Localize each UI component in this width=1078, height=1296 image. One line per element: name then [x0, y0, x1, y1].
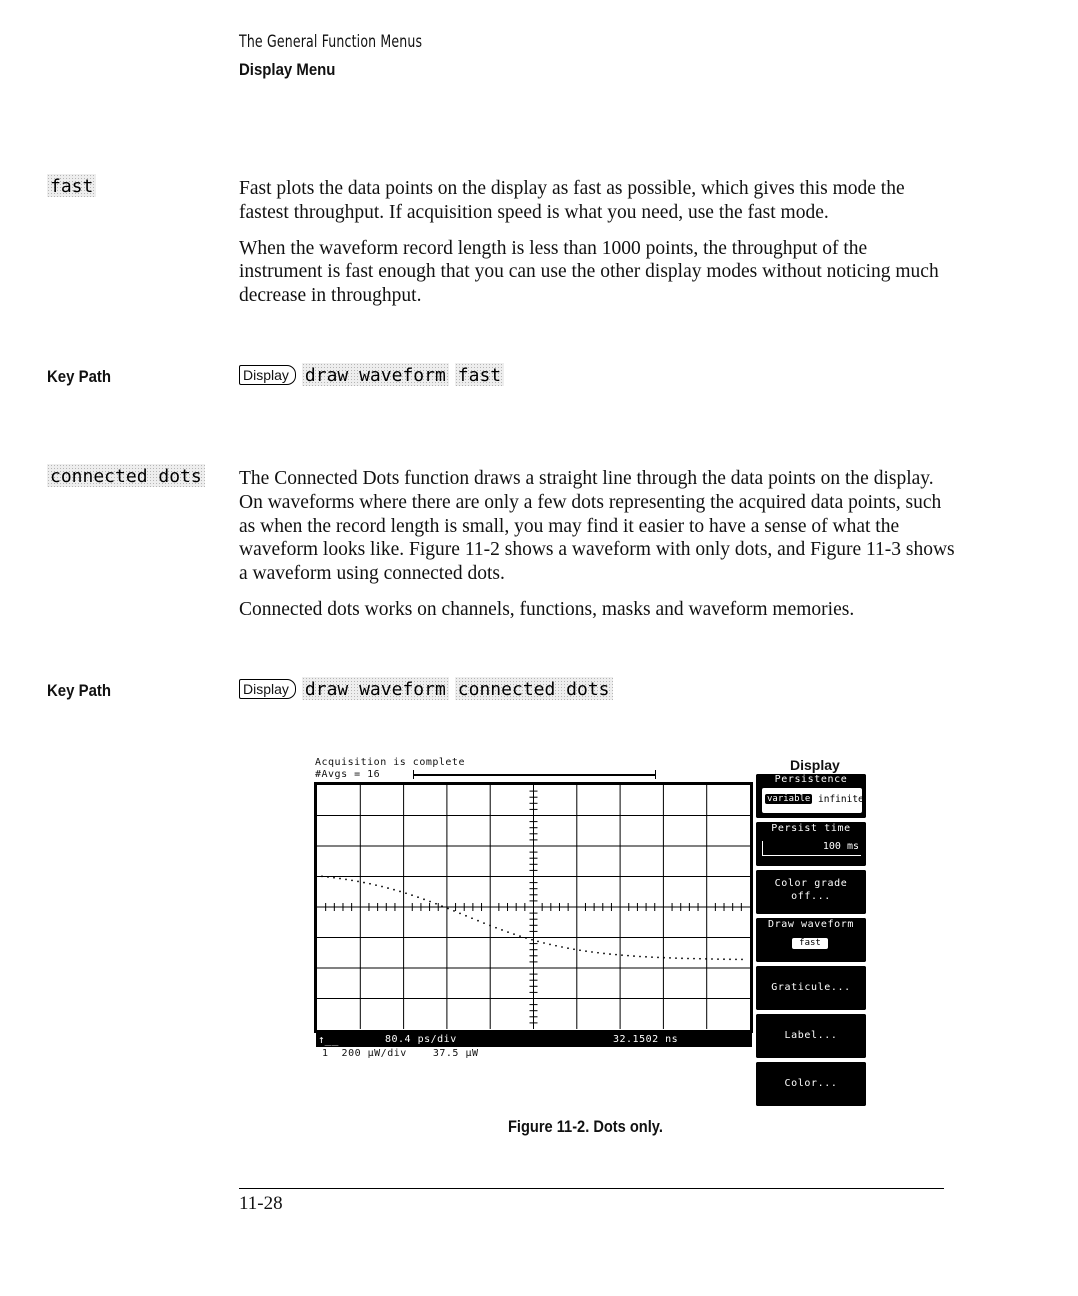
persist-time-label: Persist time — [771, 823, 851, 834]
persistence-label: Persistence — [774, 774, 848, 785]
waveform-dot — [645, 956, 647, 958]
waveform-dot — [399, 891, 401, 893]
waveform-dot — [411, 894, 413, 896]
waveform-dot — [345, 879, 347, 881]
connected-paragraph-1: The Connected Dots function draws a straight line through the data points on the display. On waveforms where there are only a few dots representing the acquired data points, such as when the record length is small, you may find it easier to have a sense of what the waveform looks like. Figure 11-2 shows a waveform with only dots, and Figure 11-3 shows a waveform using connected dots. — [239, 468, 955, 585]
waveform-dot — [495, 927, 497, 929]
waveform-dot — [363, 882, 365, 884]
waveform-dot — [717, 958, 719, 960]
waveform-dot — [417, 896, 419, 898]
waveform-dot — [447, 908, 449, 910]
key-path-fast — [239, 363, 504, 386]
waveform-dot — [735, 958, 737, 960]
connected-description — [239, 467, 955, 622]
waveform-dot — [729, 958, 731, 960]
color-grade-line2: off... — [791, 891, 831, 902]
color-grade-line1: Color grade — [774, 878, 848, 889]
softkey-draw-waveform: draw waveform — [302, 363, 449, 386]
waveform-dot — [405, 892, 407, 894]
waveform-dot — [615, 954, 617, 956]
progress-bar-start — [413, 770, 414, 779]
waveform-dot — [435, 903, 437, 905]
waveform-dot — [453, 910, 455, 912]
waveform-dot — [555, 945, 557, 947]
waveform-dot — [369, 883, 371, 885]
waveform-dot — [621, 954, 623, 956]
waveform-dot — [567, 947, 569, 949]
persistence-variable[interactable]: variable — [767, 794, 811, 804]
persistence-infinite[interactable]: infinite — [818, 794, 864, 805]
waveform-dots — [321, 875, 743, 960]
waveform-dot — [423, 898, 425, 900]
channel-scale-readout: 1 200 µW/div 37.5 µW — [322, 1048, 479, 1059]
waveform-dot — [393, 889, 395, 891]
status-line: Acquisition is complete — [315, 757, 465, 768]
display-hardkey: Display — [239, 365, 296, 385]
waveform-dot — [627, 955, 629, 957]
term-connected-dots-label: connected dots — [47, 464, 205, 487]
waveform-dot — [591, 951, 593, 953]
waveform-dot — [471, 917, 473, 919]
waveform-dot — [357, 881, 359, 883]
waveform-dot — [723, 958, 725, 960]
waveform-dot — [711, 958, 713, 960]
waveform-dot — [597, 952, 599, 954]
waveform-dot — [483, 922, 485, 924]
waveform-dot — [339, 878, 341, 880]
fast-paragraph-2: When the waveform record length is less than 1000 points, the throughput of the instrument is fast enough that you can use the other display modes without noticing much decrease in throughput. — [239, 237, 939, 307]
trigger-icon: ↑̲_ — [318, 1033, 339, 1046]
color-label: Color... — [784, 1078, 838, 1089]
graticule-softkey[interactable] — [756, 966, 866, 1010]
graticule-display — [314, 782, 754, 1034]
waveform-dot — [603, 953, 605, 955]
graticule-label: Graticule... — [771, 982, 851, 993]
waveform-dot — [513, 933, 515, 935]
waveform-dot — [687, 958, 689, 960]
waveform-dot — [441, 905, 443, 907]
key-path-label: Key Path — [47, 367, 112, 386]
footer-rule — [239, 1188, 944, 1189]
waveform-dot — [507, 931, 509, 933]
waveform-dot — [609, 953, 611, 955]
waveform-dot — [459, 912, 461, 914]
waveform-dot — [387, 887, 389, 889]
waveform-dot — [543, 942, 545, 944]
waveform-dot — [663, 957, 665, 959]
waveform-dot — [651, 956, 653, 958]
waveform-dot — [579, 949, 581, 951]
label-softkey[interactable] — [756, 1014, 866, 1058]
term-fast-label: fast — [47, 174, 96, 197]
waveform-dot — [573, 948, 575, 950]
fast-paragraph-1: Fast plots the data points on the display as fast as possible, which gives this mode the fastest throughput. If acquisition speed is what you need, use the fast mode. — [239, 178, 905, 223]
waveform-dot — [549, 944, 551, 946]
fast-description — [239, 177, 954, 308]
softkey-draw-waveform-2: draw waveform — [302, 677, 449, 700]
timebase-readout: 80.4 ps/div — [385, 1034, 457, 1045]
term-fast — [47, 176, 96, 197]
progress-bar-end — [655, 770, 656, 779]
persistence-selector[interactable] — [762, 788, 862, 813]
key-path-connected — [239, 677, 613, 700]
waveform-dot — [333, 877, 335, 879]
position-readout: 32.1502 ns — [613, 1034, 679, 1045]
key-path-label-2: Key Path — [47, 681, 112, 700]
display-hardkey-2: Display — [239, 679, 296, 699]
persist-time-softkey[interactable] — [756, 822, 866, 866]
avgs-readout: #Avgs = 16 — [315, 769, 381, 780]
waveform-dot — [705, 958, 707, 960]
acquisition-progress-bar — [414, 774, 656, 776]
waveform-dot — [477, 920, 479, 922]
waveform-dot — [633, 955, 635, 957]
softkey-fast: fast — [455, 363, 504, 386]
waveform-dot — [381, 886, 383, 888]
page-number: 11-28 — [239, 1193, 283, 1214]
connected-paragraph-2: Connected dots works on channels, functions, masks and waveform memories. — [239, 598, 855, 620]
figure-caption: Figure 11-2. Dots only. — [508, 1117, 663, 1136]
waveform-dot — [525, 937, 527, 939]
waveform-dot — [561, 946, 563, 948]
persist-time-field[interactable] — [762, 841, 861, 856]
waveform-dot — [585, 950, 587, 952]
label-label: Label... — [784, 1030, 838, 1041]
waveform-dot — [429, 901, 431, 903]
timebase-bar — [316, 1032, 752, 1047]
color-softkey[interactable] — [756, 1062, 866, 1106]
persistence-softkey[interactable] — [756, 774, 866, 818]
draw-waveform-softkey[interactable] — [756, 918, 866, 962]
softkey-connected-dots: connected dots — [455, 677, 613, 700]
waveform-dot — [657, 957, 659, 959]
draw-waveform-value[interactable]: fast — [792, 938, 828, 949]
waveform-dot — [519, 935, 521, 937]
waveform-dot — [465, 915, 467, 917]
waveform-dot — [327, 876, 329, 878]
waveform-dot — [741, 959, 743, 961]
waveform-dot — [501, 929, 503, 931]
menu-title: Display — [790, 757, 840, 773]
draw-waveform-label: Draw waveform — [767, 919, 855, 930]
waveform-dot — [375, 884, 377, 886]
waveform-dot — [351, 879, 353, 881]
term-connected-dots — [47, 466, 205, 487]
color-grade-softkey[interactable] — [756, 870, 866, 914]
waveform-dot — [537, 941, 539, 943]
section-header: The General Function Menus — [239, 32, 423, 52]
waveform-dot — [489, 925, 491, 927]
waveform-dot — [675, 957, 677, 959]
waveform-dot — [531, 939, 533, 941]
waveform-dot — [681, 957, 683, 959]
waveform-dot — [669, 957, 671, 959]
waveform-dot — [693, 958, 695, 960]
waveform-dot — [639, 956, 641, 958]
subsection-header: Display Menu — [239, 60, 336, 79]
persist-time-value: 100 ms — [822, 841, 859, 852]
waveform-dot — [321, 875, 323, 877]
waveform-dot — [699, 958, 701, 960]
